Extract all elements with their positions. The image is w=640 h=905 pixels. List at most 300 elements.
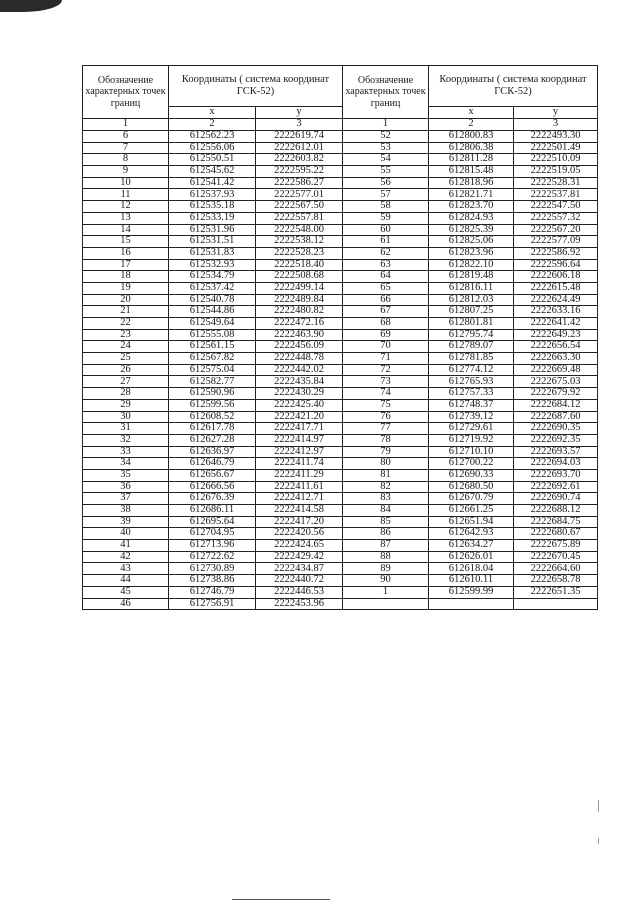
point-number: 23: [83, 329, 169, 341]
x-value: 612561.15: [169, 341, 256, 353]
x-value: 612535.18: [169, 201, 256, 213]
table-row: [83, 306, 598, 318]
point-number: 66: [343, 294, 429, 306]
point-number: 16: [83, 247, 169, 259]
y-value: 2222417.20: [256, 516, 343, 528]
point-number: 74: [343, 388, 429, 400]
x-value: 612690.33: [429, 469, 514, 481]
y-value: 2222508.68: [256, 271, 343, 283]
x-value: 612532.93: [169, 259, 256, 271]
x-value: 612656.67: [169, 469, 256, 481]
y-value: 2222680.67: [514, 528, 598, 540]
y-value: 2222519.05: [514, 166, 598, 178]
point-number: 11: [83, 189, 169, 201]
point-number: 89: [343, 563, 429, 575]
x-value: 612774.12: [429, 364, 514, 376]
point-number: 32: [83, 434, 169, 446]
y-value: 2222679.92: [514, 388, 598, 400]
y-value: 2222442.02: [256, 364, 343, 376]
y-value: 2222651.35: [514, 586, 598, 598]
point-number: 42: [83, 551, 169, 563]
point-number: 28: [83, 388, 169, 400]
y-value: 2222687.60: [514, 411, 598, 423]
point-number: 24: [83, 341, 169, 353]
table-row: [83, 481, 598, 493]
y-value: 2222693.57: [514, 446, 598, 458]
y-value: 2222440.72: [256, 575, 343, 587]
x-value: 612549.64: [169, 318, 256, 330]
table-row: [83, 493, 598, 505]
x-value: 612540.78: [169, 294, 256, 306]
point-number: 58: [343, 201, 429, 213]
x-value: 612746.79: [169, 586, 256, 598]
x-value: 612575.04: [169, 364, 256, 376]
x-value: 612610.11: [429, 575, 514, 587]
point-number: 37: [83, 493, 169, 505]
x-value: 612599.99: [429, 586, 514, 598]
y-value: 2222528.23: [256, 247, 343, 259]
x-value: 612823.96: [429, 247, 514, 259]
table-row: [83, 376, 598, 388]
x-value: 612825.06: [429, 236, 514, 248]
scan-speck: [598, 800, 599, 812]
point-number: 10: [83, 177, 169, 189]
point-number: 84: [343, 505, 429, 517]
y-value: 2222421.20: [256, 411, 343, 423]
y-value: 2222675.03: [514, 376, 598, 388]
x-value: 612555.08: [169, 329, 256, 341]
point-number: 85: [343, 516, 429, 528]
point-number: 52: [343, 131, 429, 143]
x-value: 612818.96: [429, 177, 514, 189]
y-value: 2222693.70: [514, 469, 598, 481]
x-value: 612823.70: [429, 201, 514, 213]
y-value: 2222518.40: [256, 259, 343, 271]
x-value: 612634.27: [429, 540, 514, 552]
y-value: 2222456.09: [256, 341, 343, 353]
x-value: 612545.62: [169, 166, 256, 178]
y-value: 2222664.60: [514, 563, 598, 575]
y-value: 2222596.64: [514, 259, 598, 271]
y-value: 2222510.09: [514, 154, 598, 166]
x-value: 612676.39: [169, 493, 256, 505]
y-value: 2222692.35: [514, 434, 598, 446]
table-row: [83, 469, 598, 481]
y-value: 2222538.12: [256, 236, 343, 248]
x-value: 612704.95: [169, 528, 256, 540]
table-row: [83, 247, 598, 259]
x-value: 612533.19: [169, 212, 256, 224]
y-value: 2222528.31: [514, 177, 598, 189]
y-value: 2222548.00: [256, 224, 343, 236]
point-number: 46: [83, 598, 169, 610]
column-number: 1: [343, 119, 429, 131]
y-value: 2222577.01: [256, 189, 343, 201]
y-value: 2222411.74: [256, 458, 343, 470]
point-number: 76: [343, 411, 429, 423]
y-value: 2222448.78: [256, 353, 343, 365]
x-value: 612722.62: [169, 551, 256, 563]
point-number: 39: [83, 516, 169, 528]
y-value: 2222624.49: [514, 294, 598, 306]
y-value: 2222633.16: [514, 306, 598, 318]
point-number: 22: [83, 318, 169, 330]
table-row: [83, 259, 598, 271]
point-number: 18: [83, 271, 169, 283]
table-row: [83, 341, 598, 353]
y-header: у: [256, 107, 343, 119]
x-value: 612822.10: [429, 259, 514, 271]
point-number: 9: [83, 166, 169, 178]
y-value: 2222414.97: [256, 434, 343, 446]
table-row: [83, 388, 598, 400]
y-value: 2222658.78: [514, 575, 598, 587]
table-row: [83, 423, 598, 435]
point-number: 83: [343, 493, 429, 505]
x-value: 612582.77: [169, 376, 256, 388]
x-value: 612765.93: [429, 376, 514, 388]
point-number: 67: [343, 306, 429, 318]
point-number: 77: [343, 423, 429, 435]
table-row: [83, 166, 598, 178]
y-value: 2222480.82: [256, 306, 343, 318]
table-row: [83, 399, 598, 411]
point-number: 63: [343, 259, 429, 271]
y-value: 2222411.29: [256, 469, 343, 481]
column-number: 3: [256, 119, 343, 131]
y-value: 2222612.01: [256, 142, 343, 154]
y-value: 2222425.40: [256, 399, 343, 411]
x-value: 612562.23: [169, 131, 256, 143]
point-number: 64: [343, 271, 429, 283]
point-number: 87: [343, 540, 429, 552]
x-value: 612806.38: [429, 142, 514, 154]
point-number: 34: [83, 458, 169, 470]
y-value: 2222489.84: [256, 294, 343, 306]
y-value: 2222430.29: [256, 388, 343, 400]
point-number: 26: [83, 364, 169, 376]
point-number: 14: [83, 224, 169, 236]
point-number: 68: [343, 318, 429, 330]
table-row: [83, 189, 598, 201]
y-value: 2222417.71: [256, 423, 343, 435]
table-body: [83, 131, 598, 610]
x-value: 612729.61: [429, 423, 514, 435]
table-row: [83, 282, 598, 294]
coordinates-table: [82, 65, 598, 610]
y-value: 2222684.12: [514, 399, 598, 411]
point-number: 20: [83, 294, 169, 306]
point-number: 41: [83, 540, 169, 552]
point-number: 35: [83, 469, 169, 481]
y-value: 2222499.14: [256, 282, 343, 294]
table-row: [83, 201, 598, 213]
y-value: 2222684.75: [514, 516, 598, 528]
scan-artifact: [0, 0, 62, 12]
x-value: 612825.39: [429, 224, 514, 236]
x-value: 612537.93: [169, 189, 256, 201]
point-number: 55: [343, 166, 429, 178]
x-value: 612590.96: [169, 388, 256, 400]
y-value: 2222690.35: [514, 423, 598, 435]
point-number: 40: [83, 528, 169, 540]
y-value: 2222619.74: [256, 131, 343, 143]
table-row: [83, 458, 598, 470]
y-value: 2222424.65: [256, 540, 343, 552]
x-value: 612651.94: [429, 516, 514, 528]
column-number: 2: [429, 119, 514, 131]
point-number: 57: [343, 189, 429, 201]
point-number: 30: [83, 411, 169, 423]
y-value: 2222446.53: [256, 586, 343, 598]
y-value: 2222501.49: [514, 142, 598, 154]
table-row: [83, 236, 598, 248]
point-number: 73: [343, 376, 429, 388]
point-number: 69: [343, 329, 429, 341]
y-value: 2222412.71: [256, 493, 343, 505]
table-row: [83, 434, 598, 446]
y-value: 2222577.09: [514, 236, 598, 248]
point-number: 60: [343, 224, 429, 236]
point-designation-header: Обозначение характерных точек границ: [343, 66, 429, 119]
y-value: 2222603.82: [256, 154, 343, 166]
x-header: x: [429, 107, 514, 119]
x-value: 612567.82: [169, 353, 256, 365]
x-value: 612544.86: [169, 306, 256, 318]
x-value: 612531.83: [169, 247, 256, 259]
table-row: [83, 364, 598, 376]
y-value: 2222537.81: [514, 189, 598, 201]
column-number-row: [83, 119, 598, 131]
table-row: [83, 212, 598, 224]
x-value: 612531.51: [169, 236, 256, 248]
table-row: [83, 528, 598, 540]
scan-speck: [598, 838, 599, 844]
x-value: 612801.81: [429, 318, 514, 330]
coordinates-header: Координаты ( система координат ГСК-52): [429, 66, 598, 107]
table-row: [83, 575, 598, 587]
point-number: 29: [83, 399, 169, 411]
table-row: [83, 154, 598, 166]
x-value: 612815.48: [429, 166, 514, 178]
y-value: 2222463.90: [256, 329, 343, 341]
point-number: 17: [83, 259, 169, 271]
point-number: 75: [343, 399, 429, 411]
point-number: 1: [343, 586, 429, 598]
x-value: 612795.74: [429, 329, 514, 341]
table-row: [83, 505, 598, 517]
point-number: 86: [343, 528, 429, 540]
table-row: [83, 177, 598, 189]
y-value: 2222649.23: [514, 329, 598, 341]
table-row: [83, 563, 598, 575]
y-value: 2222414.58: [256, 505, 343, 517]
x-value: 612541.42: [169, 177, 256, 189]
table-row: [83, 142, 598, 154]
point-number: 15: [83, 236, 169, 248]
y-value: 2222586.92: [514, 247, 598, 259]
point-number: 79: [343, 446, 429, 458]
y-value: 2222493.30: [514, 131, 598, 143]
x-value: 612800.83: [429, 131, 514, 143]
y-value: 2222688.12: [514, 505, 598, 517]
x-value: 612666.56: [169, 481, 256, 493]
point-number: 59: [343, 212, 429, 224]
y-value: 2222412.97: [256, 446, 343, 458]
table-row: [83, 329, 598, 341]
y-value: 2222586.27: [256, 177, 343, 189]
x-value: 612824.93: [429, 212, 514, 224]
y-value: 2222641.42: [514, 318, 598, 330]
y-value: 2222567.50: [256, 201, 343, 213]
x-value: 612719.92: [429, 434, 514, 446]
point-number: 21: [83, 306, 169, 318]
y-value: 2222434.87: [256, 563, 343, 575]
x-value: 612812.03: [429, 294, 514, 306]
point-number: 13: [83, 212, 169, 224]
point-number: 88: [343, 551, 429, 563]
x-value: 612748.37: [429, 399, 514, 411]
coordinates-header: Координаты ( система координат ГСК-52): [169, 66, 343, 107]
x-value: 612821.71: [429, 189, 514, 201]
table-row: [83, 411, 598, 423]
point-number: 12: [83, 201, 169, 213]
y-value: 2222692.61: [514, 481, 598, 493]
x-value: 612730.89: [169, 563, 256, 575]
x-value: 612686.11: [169, 505, 256, 517]
y-value: 2222557.81: [256, 212, 343, 224]
x-value: [429, 598, 514, 610]
footer-rule: [232, 899, 330, 900]
y-value: 2222567.20: [514, 224, 598, 236]
y-value: 2222420.56: [256, 528, 343, 540]
x-value: 612680.50: [429, 481, 514, 493]
point-number: 65: [343, 282, 429, 294]
y-value: 2222435.84: [256, 376, 343, 388]
x-value: 612646.79: [169, 458, 256, 470]
x-value: 612781.85: [429, 353, 514, 365]
point-number: 81: [343, 469, 429, 481]
table-row: [83, 551, 598, 563]
x-value: 612617.78: [169, 423, 256, 435]
point-number: 25: [83, 353, 169, 365]
x-value: 612811.28: [429, 154, 514, 166]
point-number: 27: [83, 376, 169, 388]
x-value: 612626.01: [429, 551, 514, 563]
point-number: 72: [343, 364, 429, 376]
y-value: 2222547.50: [514, 201, 598, 213]
x-value: 612700.22: [429, 458, 514, 470]
point-designation-header: Обозначение характерных точек границ: [83, 66, 169, 119]
header-row: [83, 66, 598, 107]
point-number: 71: [343, 353, 429, 365]
point-number: 54: [343, 154, 429, 166]
y-value: 2222675.89: [514, 540, 598, 552]
y-value: 2222670.45: [514, 551, 598, 563]
x-value: 612642.93: [429, 528, 514, 540]
x-value: 612738.86: [169, 575, 256, 587]
point-number: 43: [83, 563, 169, 575]
point-number: 62: [343, 247, 429, 259]
x-value: 612618.04: [429, 563, 514, 575]
table-row: [83, 318, 598, 330]
point-number: 8: [83, 154, 169, 166]
x-value: 612739.12: [429, 411, 514, 423]
y-value: 2222453.96: [256, 598, 343, 610]
y-header: у: [514, 107, 598, 119]
x-value: 612756.91: [169, 598, 256, 610]
point-number: 90: [343, 575, 429, 587]
x-value: 612670.79: [429, 493, 514, 505]
x-header: x: [169, 107, 256, 119]
table-row: [83, 446, 598, 458]
x-value: 612531.96: [169, 224, 256, 236]
point-number: 70: [343, 341, 429, 353]
y-value: 2222557.32: [514, 212, 598, 224]
x-value: 612537.42: [169, 282, 256, 294]
y-value: 2222615.48: [514, 282, 598, 294]
table-row: [83, 516, 598, 528]
point-number: 56: [343, 177, 429, 189]
point-number: 6: [83, 131, 169, 143]
table-row: [83, 271, 598, 283]
point-number: 78: [343, 434, 429, 446]
x-value: 612550.51: [169, 154, 256, 166]
point-number: 82: [343, 481, 429, 493]
y-value: 2222690.74: [514, 493, 598, 505]
y-value: 2222595.22: [256, 166, 343, 178]
x-value: 612807.25: [429, 306, 514, 318]
y-value: 2222411.61: [256, 481, 343, 493]
y-value: 2222694.03: [514, 458, 598, 470]
point-number: 33: [83, 446, 169, 458]
x-value: 612599.56: [169, 399, 256, 411]
x-value: 612695.64: [169, 516, 256, 528]
x-value: 612534.79: [169, 271, 256, 283]
table-row: [83, 224, 598, 236]
y-value: 2222656.54: [514, 341, 598, 353]
point-number: 61: [343, 236, 429, 248]
x-value: 612819.48: [429, 271, 514, 283]
y-value: 2222472.16: [256, 318, 343, 330]
x-value: 612636.97: [169, 446, 256, 458]
x-value: 612608.52: [169, 411, 256, 423]
x-value: 612661.25: [429, 505, 514, 517]
column-number: 1: [83, 119, 169, 131]
x-value: 612627.28: [169, 434, 256, 446]
x-value: 612713.96: [169, 540, 256, 552]
column-number: 2: [169, 119, 256, 131]
table-row: [83, 586, 598, 598]
x-value: 612816.11: [429, 282, 514, 294]
column-number: 3: [514, 119, 598, 131]
y-value: 2222606.18: [514, 271, 598, 283]
table-row: [83, 353, 598, 365]
x-value: 612710.10: [429, 446, 514, 458]
y-value: 2222429.42: [256, 551, 343, 563]
table-row: [83, 131, 598, 143]
x-value: 612789.07: [429, 341, 514, 353]
point-number: 53: [343, 142, 429, 154]
point-number: 31: [83, 423, 169, 435]
point-number: 36: [83, 481, 169, 493]
point-number: 7: [83, 142, 169, 154]
y-value: [514, 598, 598, 610]
point-number: 38: [83, 505, 169, 517]
table-row: [83, 294, 598, 306]
point-number: [343, 598, 429, 610]
point-number: 44: [83, 575, 169, 587]
